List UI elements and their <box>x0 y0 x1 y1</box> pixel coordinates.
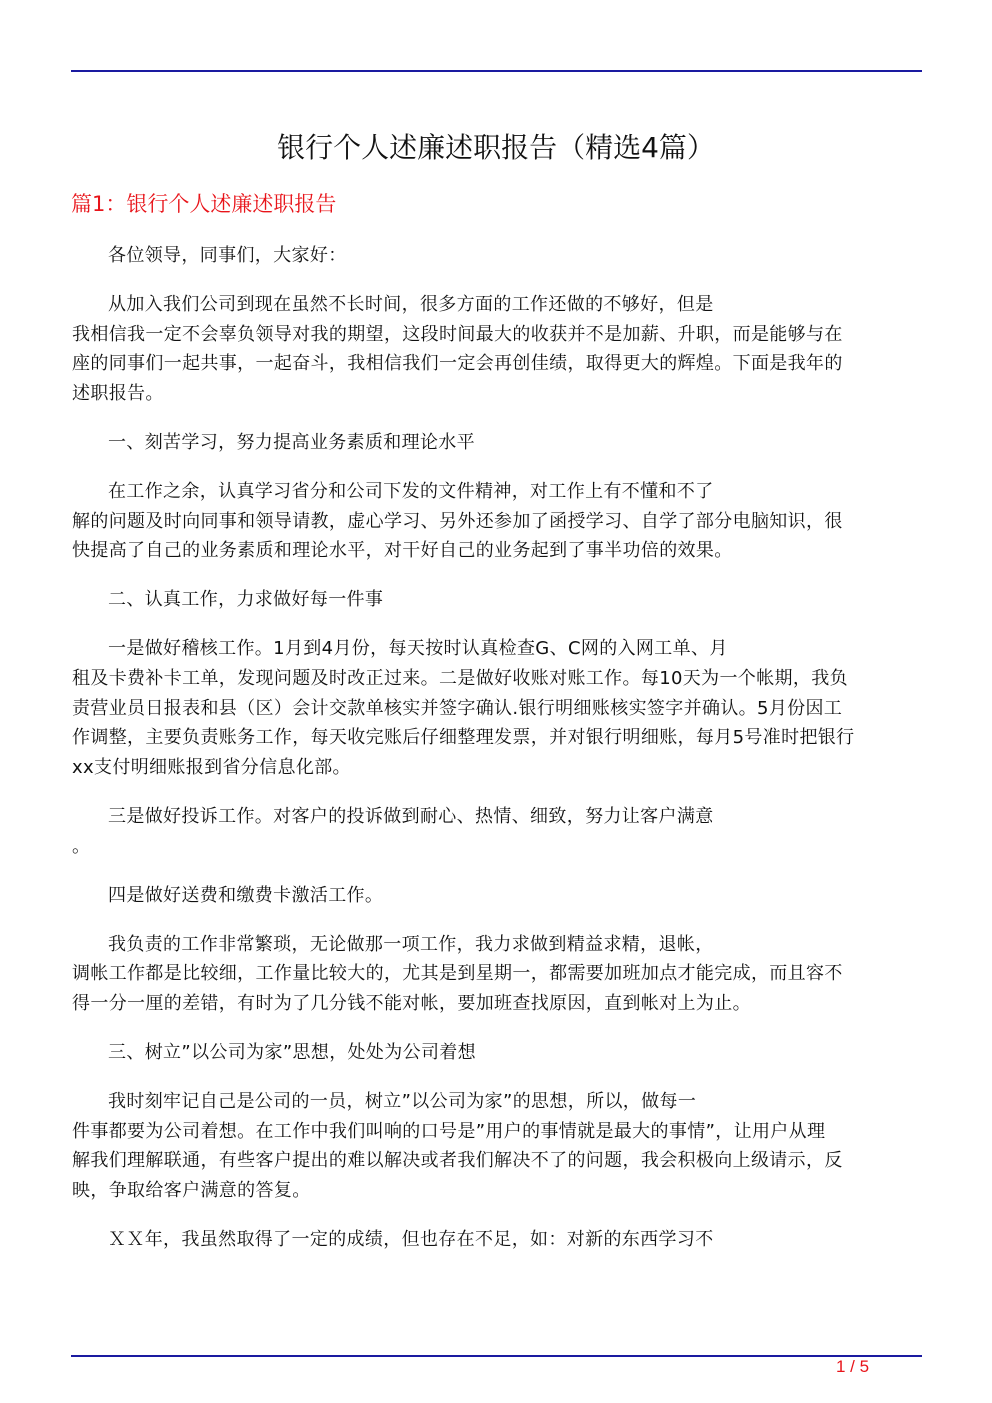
paragraph <box>72 585 922 615</box>
paragraph-line: 我相信我一定不会辜负领导对我的期望，这段时间最大的收获并不是加薪、升职，而是能够与在 <box>72 323 843 345</box>
paragraph-line: 从加入我们公司到现在虽然不长时间，很多方面的工作还做的不够好，但是 <box>108 294 714 316</box>
paragraph <box>72 1225 922 1255</box>
paragraph-line: 解我们理解联通，有些客户提出的难以解决或者我们解决不了的问题，我会积极向上级请示，反 <box>72 1150 843 1172</box>
paragraph-line: 件事都要为公司着想。在工作中我们叫响的口号是”用户的事情就是最大的事情”，让用户从理 <box>72 1120 826 1142</box>
paragraph-line: 二、认真工作，力求做好每一件事 <box>108 589 384 611</box>
paragraph-line: 我负责的工作非常繁琐，无论做那一项工作，我力求做到精益求精，退帐， <box>108 933 714 955</box>
section-heading: 篇1：银行个人述廉述职报告 <box>71 192 337 216</box>
paragraph-line: 述职报告。 <box>72 382 164 404</box>
paragraph-line: 快提高了自己的业务素质和理论水平，对干好自己的业务起到了事半功倍的效果。 <box>72 540 733 562</box>
page-number: 1 / 5 <box>836 1357 870 1376</box>
paragraph <box>72 802 922 861</box>
header-rule <box>71 70 922 72</box>
paragraph-line: 调帐工作都是比较细，工作量比较大的，尤其是到星期一，都需要加班加点才能完成，而且容不 <box>72 963 843 985</box>
document-body <box>72 241 922 1274</box>
paragraph <box>72 1038 922 1068</box>
paragraph-line: 。 <box>72 835 91 857</box>
paragraph-line: 我时刻牢记自己是公司的一员，树立”以公司为家”的思想，所以，做每一 <box>108 1091 697 1113</box>
paragraph-line: 得一分一厘的差错，有时为了几分钱不能对帐，要加班查找原因，直到帐对上为止。 <box>72 992 751 1014</box>
paragraph <box>72 1087 922 1205</box>
paragraph <box>72 930 922 1019</box>
paragraph <box>72 477 922 566</box>
paragraph <box>72 290 922 408</box>
paragraph <box>72 881 922 911</box>
paragraph-line: 一是做好稽核工作。1月到4月份，每天按时认真检查G、C网的入网工单、月 <box>108 638 728 660</box>
paragraph-line: 四是做好送费和缴费卡激活工作。 <box>108 884 384 906</box>
paragraph-line: 一、刻苦学习，努力提高业务素质和理论水平 <box>108 431 475 453</box>
paragraph-line: 在工作之余，认真学习省分和公司下发的文件精神，对工作上有不懂和不了 <box>108 481 714 503</box>
paragraph-line: 映，争取给客户满意的答复。 <box>72 1179 311 1201</box>
paragraph <box>72 634 922 782</box>
paragraph-line: xx支付明细账报到省分信息化部。 <box>72 756 351 778</box>
paragraph-line: 三是做好投诉工作。对客户的投诉做到耐心、热情、细致，努力让客户满意 <box>108 805 714 827</box>
document-title: 银行个人述廉述职报告（精选4篇） <box>277 131 715 164</box>
paragraph-line: 各位领导，同事们，大家好： <box>108 245 347 266</box>
paragraph-line: ＸＸ年，我虽然取得了一定的成绩，但也存在不足，如：对新的东西学习不 <box>108 1228 714 1250</box>
paragraph <box>72 241 922 271</box>
paragraph-line: 三、树立”以公司为家”思想，处处为公司着想 <box>108 1041 476 1063</box>
paragraph-line: 责营业员日报表和县（区）会计交款单核实并签字确认.银行明细账核实签字并确认。5月份因工 <box>72 697 843 719</box>
paragraph-line: 租及卡费补卡工单，发现问题及时改正过来。二是做好收账对账工作。每10天为一个帐期，我负 <box>72 668 848 690</box>
paragraph <box>72 428 922 458</box>
paragraph-line: 作调整，主要负责账务工作，每天收完账后仔细整理发票，并对银行明细账，每月5号准时把银行 <box>72 727 855 749</box>
footer-rule <box>71 1355 922 1357</box>
paragraph-line: 座的同事们一起共事，一起奋斗，我相信我们一定会再创佳绩，取得更大的辉煌。下面是我年的 <box>72 353 843 375</box>
paragraph-line: 解的问题及时向同事和领导请教，虚心学习、另外还参加了函授学习、自学了部分电脑知识，很 <box>72 510 843 532</box>
